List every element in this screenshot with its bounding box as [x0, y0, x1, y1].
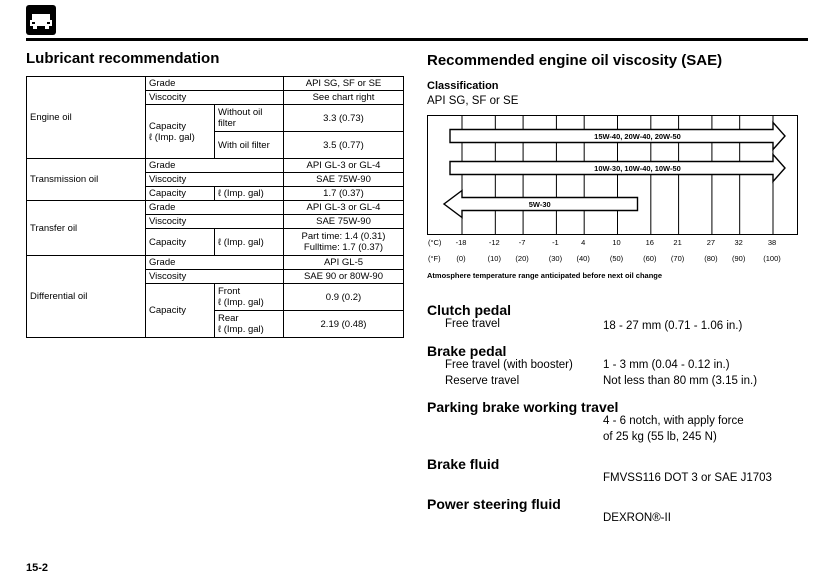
celsius-unit: (°C) [428, 238, 442, 247]
classification-value: API SG, SF or SE [427, 95, 519, 107]
fahrenheit-tick-0: (0) [456, 254, 466, 263]
steering-fluid-title: Power steering fluid [427, 496, 561, 512]
brake-free-travel-label: Free travel (with booster) [445, 359, 573, 371]
transfer-oil-label: Transfer oil [27, 201, 146, 256]
car-icon [26, 5, 56, 35]
fahrenheit-unit: (°F) [428, 254, 441, 263]
differential-viscosity-value: SAE 90 or 80W-90 [284, 270, 404, 284]
clutch-free-travel-value: 18 - 27 mm (0.71 - 1.06 in.) [603, 320, 743, 332]
viscosity-chart [427, 115, 798, 235]
viscosity-bar-label-1: 10W-30, 10W-40, 10W-50 [594, 164, 681, 173]
engine-without-filter-value: 3.3 (0.73) [284, 105, 404, 132]
transfer-capacity-unit: ℓ (Imp. gal) [215, 229, 284, 256]
differential-capacity-label: Capacity [146, 284, 215, 338]
fahrenheit-tick-8: (80) [704, 254, 718, 263]
fahrenheit-tick-9: (90) [732, 254, 746, 263]
engine-viscosity-label: Viscocity [146, 91, 284, 105]
brake-fluid-title: Brake fluid [427, 456, 500, 472]
engine-oil-label: Engine oil [27, 77, 146, 159]
engine-viscosity-value: See chart right [284, 91, 404, 105]
transmission-oil-label: Transmission oil [27, 159, 146, 201]
celsius-tick-1: -12 [488, 238, 500, 247]
transmission-grade-label: Grade [146, 159, 284, 173]
celsius-tick-4: 4 [581, 238, 586, 247]
fahrenheit-tick-5: (50) [609, 254, 624, 263]
differential-grade-label: Grade [146, 256, 284, 270]
brake-reserve-value: Not less than 80 mm (3.15 in.) [603, 375, 758, 387]
classification-label: Classification [427, 80, 499, 92]
fahrenheit-tick-6: (60) [643, 254, 657, 263]
transmission-capacity-label: Capacity [146, 187, 215, 201]
celsius-tick-10: 38 [767, 238, 777, 247]
celsius-tick-5: 10 [612, 238, 621, 247]
brake-free-travel-value: 1 - 3 mm (0.04 - 0.12 in.) [603, 359, 730, 371]
lubricant-table [26, 76, 404, 338]
viscosity-title: Recommended engine oil viscosity (SAE) [427, 52, 723, 69]
viscosity-bar-label-0: 15W-40, 20W-40, 20W-50 [594, 132, 681, 141]
fahrenheit-tick-10: (100) [763, 254, 781, 263]
celsius-tick-6: 16 [645, 238, 654, 247]
celsius-tick-9: 32 [734, 238, 743, 247]
transfer-viscosity-label: Viscocity [146, 215, 284, 229]
viscosity-chart-svg [428, 116, 797, 234]
differential-rear-value: 2.19 (0.48) [284, 311, 404, 338]
page-number: 15-2 [26, 562, 49, 574]
differential-grade-value: API GL-5 [284, 256, 404, 270]
transfer-grade-label: Grade [146, 201, 284, 215]
engine-grade-label: Grade [146, 77, 284, 91]
viscosity-bar-label-2: 5W-30 [528, 200, 551, 209]
engine-grade-value: API SG, SF or SE [284, 77, 404, 91]
differential-front-value: 0.9 (0.2) [284, 284, 404, 311]
parking-line1: 4 - 6 notch, with apply force [603, 415, 744, 427]
engine-with-filter-value: 3.5 (0.77) [284, 132, 404, 159]
transmission-viscosity-label: Viscocity [146, 173, 284, 187]
brake-reserve-label: Reserve travel [445, 375, 520, 387]
fahrenheit-tick-7: (70) [670, 254, 685, 263]
lubricant-title: Lubricant recommendation [26, 50, 220, 67]
celsius-tick-7: 21 [673, 238, 682, 247]
header-rule [26, 38, 808, 41]
differential-rear-label: Rear ℓ (Imp. gal) [215, 311, 284, 338]
transfer-capacity-label: Capacity [146, 229, 215, 256]
engine-with-filter-label: With oil filter [215, 132, 284, 159]
differential-oil-label: Differential oil [27, 256, 146, 338]
fahrenheit-tick-4: (40) [576, 254, 590, 263]
celsius-tick-8: 27 [706, 238, 716, 247]
fahrenheit-tick-1: (10) [487, 254, 501, 263]
differential-front-label: Front ℓ (Imp. gal) [215, 284, 284, 311]
engine-capacity-label: Capacity ℓ (Imp. gal) [146, 105, 215, 159]
transmission-capacity-unit: ℓ (Imp. gal) [215, 187, 284, 201]
chart-caption: Atmosphere temperature range anticipated before next oil change [427, 271, 663, 280]
celsius-tick-3: -1 [552, 238, 559, 247]
clutch-free-travel-label: Free travel [445, 318, 500, 330]
celsius-tick-0: -18 [455, 238, 467, 247]
brake-title: Brake pedal [427, 343, 507, 359]
engine-without-filter-label: Without oil filter [215, 105, 284, 132]
transmission-capacity-value: 1.7 (0.37) [284, 187, 404, 201]
parking-line2: of 25 kg (55 lb, 245 N) [603, 431, 717, 443]
transmission-viscosity-value: SAE 75W-90 [284, 173, 404, 187]
transfer-capacity-value: Part time: 1.4 (0.31) Fulltime: 1.7 (0.37) [284, 229, 404, 256]
parking-title: Parking brake working travel [427, 399, 619, 415]
fahrenheit-tick-2: (20) [515, 254, 529, 263]
steering-fluid-value: DEXRON®-II [603, 512, 671, 524]
transfer-grade-value: API GL-3 or GL-4 [284, 201, 404, 215]
transfer-viscosity-value: SAE 75W-90 [284, 215, 404, 229]
fahrenheit-tick-3: (30) [548, 254, 563, 263]
transmission-grade-value: API GL-3 or GL-4 [284, 159, 404, 173]
brake-fluid-value: FMVSS116 DOT 3 or SAE J1703 [603, 472, 772, 484]
clutch-title: Clutch pedal [427, 302, 512, 318]
differential-viscosity-label: Viscosity [146, 270, 284, 284]
celsius-tick-2: -7 [518, 238, 526, 247]
